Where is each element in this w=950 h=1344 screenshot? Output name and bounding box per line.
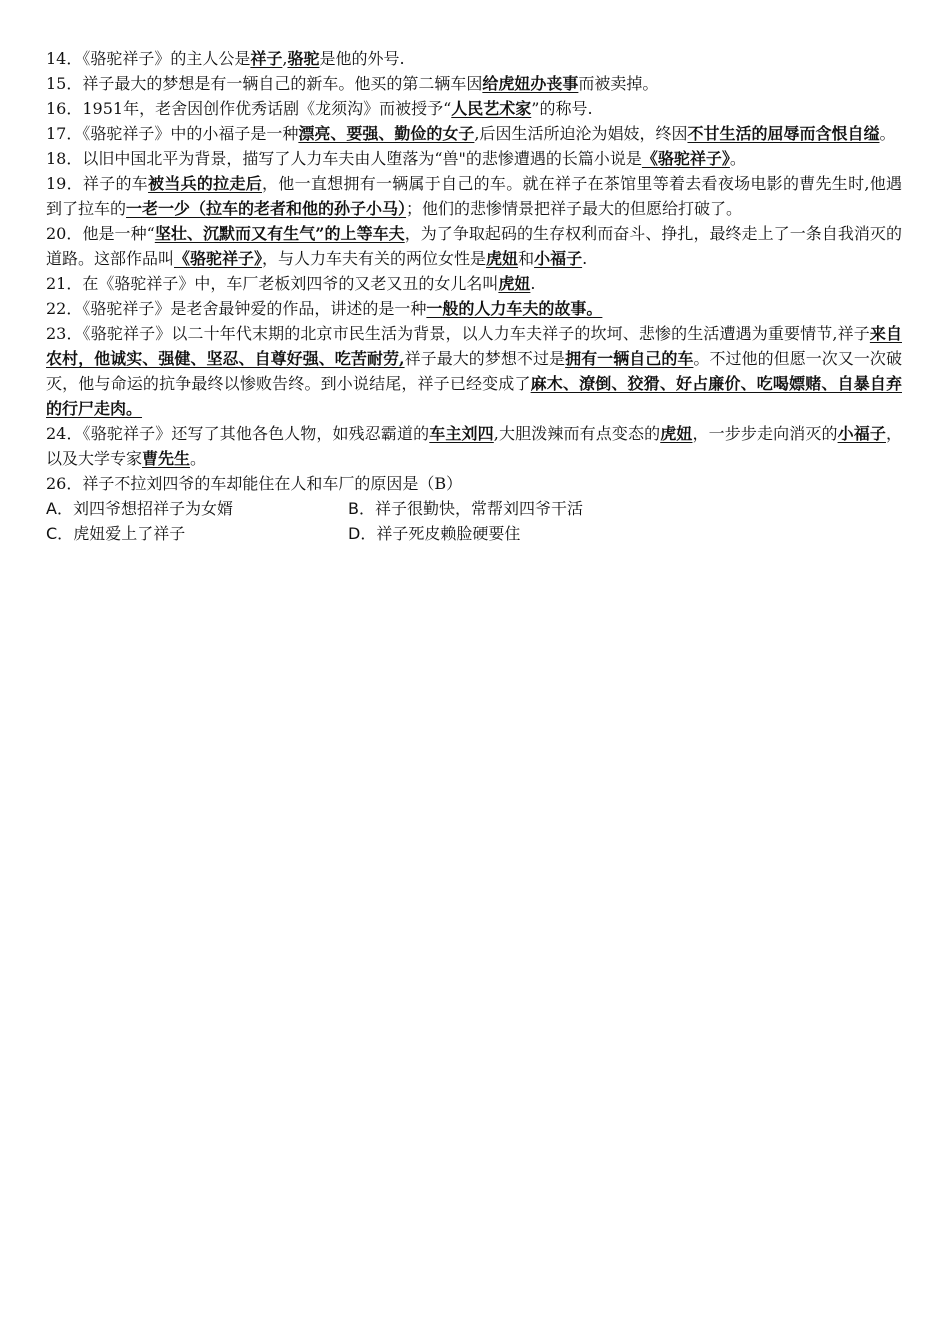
answer-text: 人民艺术家	[451, 99, 532, 118]
answer-text: 被当兵的拉走后	[148, 174, 263, 193]
question-text: 26．祥子不拉刘四爷的车却能住在人和车厂的原因是（B）	[46, 474, 463, 493]
question-text: ,大胆泼辣而有点变态的	[493, 424, 661, 443]
option-d	[348, 521, 748, 546]
question-text: ，他一直想拥有一辆属于自己的车。就在祥子在茶馆里等着去看夜场电影的曹先生时,他遇到了拉车的	[46, 174, 902, 218]
option-text: 祥子死皮赖脸硬要住	[376, 524, 521, 543]
question-text: 。	[879, 124, 896, 143]
question-text: 和	[518, 249, 535, 268]
answer-text: 小福子	[837, 424, 886, 443]
question-text: ,后因生活所迫沦为娼妓，终因	[474, 124, 688, 143]
question-q24	[46, 421, 902, 471]
question-q23	[46, 321, 902, 421]
answer-text: 给虎妞办丧事	[482, 74, 579, 93]
question-text: 。	[729, 149, 746, 168]
answer-text: 漂亮、要强、勤俭的女子	[298, 124, 475, 143]
question-text: 20．他是一种“	[46, 224, 155, 243]
question-text: 23．《骆驼祥子》以二十年代末期的北京市民生活为背景，以人力车夫祥子的坎坷、悲惨的生活遭遇为重要情节,祥子	[46, 324, 870, 343]
answer-text: 坚壮、沉默而又有生气”的上等车夫	[154, 224, 405, 243]
question-text: .	[582, 249, 588, 268]
option-text: 祥子很勤快，常帮刘四爷干活	[374, 499, 583, 518]
question-q26	[46, 471, 902, 496]
question-q22	[46, 296, 902, 321]
option-letter: D．	[348, 524, 377, 543]
question-text: ，与人力车夫有关的两位女性是	[262, 249, 487, 268]
question-text: 18．以旧中国北平为背景，描写了人力车夫由人堕落为“兽"的悲惨遭遇的长篇小说是	[46, 149, 642, 168]
question-text: 是他的外号.	[319, 49, 405, 68]
question-text: ,	[282, 49, 288, 68]
question-text: 21．在《骆驼祥子》中，车厂老板刘四爷的又老又丑的女儿名叫	[46, 274, 499, 293]
answer-text: 《骆驼祥子》	[641, 149, 730, 168]
question-q14	[46, 46, 902, 71]
option-letter: A．	[46, 499, 73, 518]
question-q19	[46, 171, 902, 221]
question-text: ，为了争取起码的生存权利而奋斗、挣扎，最终走上了一条自我消灭的道路。这部作品叫	[46, 224, 902, 268]
option-letter: B．	[348, 499, 375, 518]
answer-text: 麻木、潦倒、狡猾、好占廉价、吃喝嫖赌、自暴自弃的行尸走肉。	[46, 374, 902, 418]
question-q18	[46, 146, 902, 171]
answer-text: 小福子	[534, 249, 583, 268]
answer-text: 不甘生活的屈辱而含恨自缢	[687, 124, 880, 143]
answer-text: 虎妞	[486, 249, 519, 268]
question-text: 24．《骆驼祥子》还写了其他各色人物，如残忍霸道的	[46, 424, 430, 443]
question-q17	[46, 121, 902, 146]
question-q15	[46, 71, 902, 96]
answer-text: 祥子	[250, 49, 283, 68]
answer-text: 虎妞	[498, 274, 531, 293]
question-text: ，以及大学专家	[46, 424, 902, 468]
question-text: 而被卖掉。	[578, 74, 659, 93]
document-page	[46, 46, 902, 546]
question-text: 16．1951年，老舍因创作优秀话剧《龙须沟》而被授予“	[46, 99, 452, 118]
answer-text: 一般的人力车夫的故事。	[426, 299, 603, 318]
question-text: 19．祥子的车	[46, 174, 149, 193]
question-q21	[46, 271, 902, 296]
option-a	[46, 496, 348, 521]
answer-options	[46, 496, 902, 546]
question-q16	[46, 96, 902, 121]
answer-text: 一老一少（拉车的老者和他的孙子小马）	[126, 199, 407, 218]
answer-text: 拥有一辆自己的车	[565, 349, 694, 368]
option-b	[348, 496, 748, 521]
question-q20	[46, 221, 902, 271]
answer-text: 来自农村，他诚实、强健、坚忍、自尊好强、吃苦耐劳,	[46, 324, 902, 368]
answer-text: 曹先生	[142, 449, 191, 468]
question-text: .	[530, 274, 536, 293]
answer-text: 虎妞	[660, 424, 693, 443]
question-text: ”的称号.	[531, 99, 593, 118]
question-text: 祥子最大的梦想不过是	[404, 349, 566, 368]
option-letter: C．	[46, 524, 74, 543]
question-list	[46, 46, 902, 496]
answer-text: 骆驼	[287, 49, 320, 68]
question-text: 。不过他的但愿一次又一次破灭，他与命运的抗争最终以惨败告终。到小说结尾，祥子已经变成了	[46, 349, 902, 393]
question-text: 15．祥子最大的梦想是有一辆自己的新车。他买的第二辆车因	[46, 74, 483, 93]
question-text: ，一步步走向消灭的	[692, 424, 838, 443]
option-c	[46, 521, 348, 546]
option-text: 刘四爷想招祥子为女婿	[72, 499, 233, 518]
question-text: 。	[190, 449, 207, 468]
question-text: 22．《骆驼祥子》是老舍最钟爱的作品，讲述的是一种	[46, 299, 427, 318]
question-text: 17．《骆驼祥子》中的小福子是一种	[46, 124, 299, 143]
question-text: 14．《骆驼祥子》的主人公是	[46, 49, 251, 68]
answer-text: 车主刘四	[429, 424, 494, 443]
option-text: 虎妞爱上了祥子	[73, 524, 186, 543]
question-text: ；他们的悲惨情景把祥子最大的但愿给打破了。	[406, 199, 743, 218]
answer-text: 《骆驼祥子》	[174, 249, 263, 268]
